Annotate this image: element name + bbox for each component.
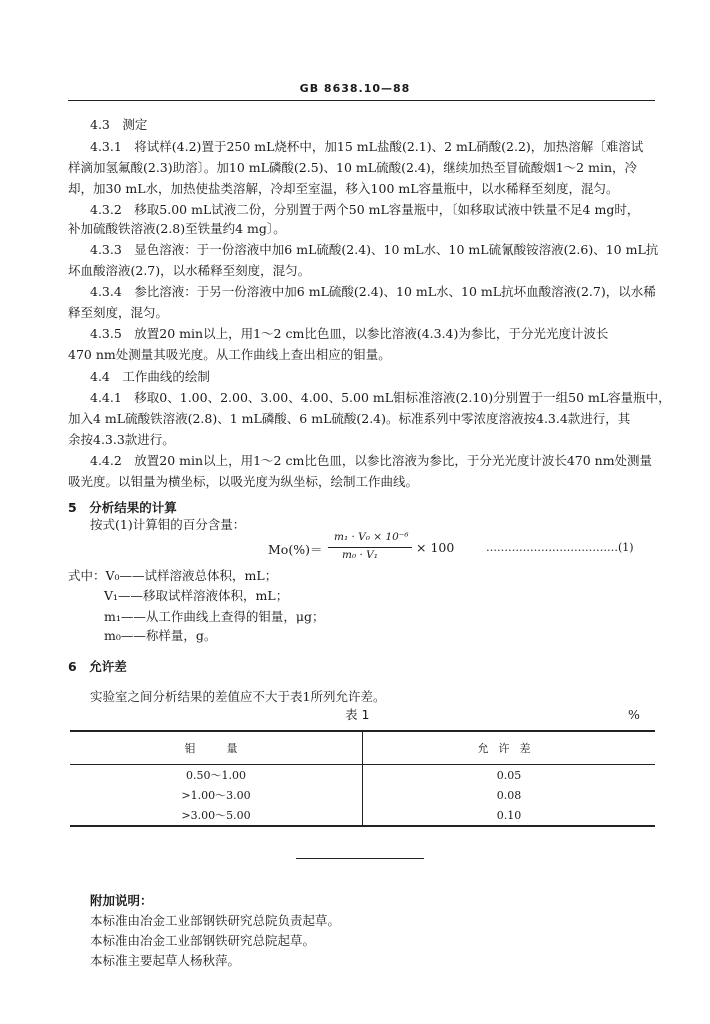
variable-v1: V₁——移取试样溶液体积，mL；: [104, 588, 289, 603]
para-4-3-5-line-2: 470 nm处测量其吸光度。从工作曲线上查出相应的钼量。: [68, 347, 391, 362]
para-4-3-2-line-1: 4.3.2 移取5.00 mL试液二份，分别置于两个50 mL容量瓶中，〔如移取试液中铁量不足4 mg时，: [90, 202, 640, 217]
variable-m0: m₀——称样量，g。: [104, 628, 217, 643]
para-4-4-1-line-1: 4.4.1 移取0、1.00、2.00、3.00、4.00、5.00 mL钼标准溶液(2.10)分别置于一组50 mL容量瓶中，: [90, 390, 671, 405]
table-row: [70, 785, 655, 805]
para-4-3-1-line-2: 样滴加氢氟酸(2.3)助溶〕。加10 mL磷酸(2.5)、10 mL硫酸(2.4)，继续加热至冒硫酸烟1～2 min，冷: [68, 160, 637, 175]
para-4-4-1-line-3: 余按4.3.3款进行。: [68, 432, 175, 447]
tolerance-table: [70, 730, 655, 827]
table-unit: %: [628, 707, 640, 722]
table-row: [70, 765, 655, 786]
para-4-3-2-line-2: 补加硫酸铁溶液(2.8)至铁量约4 mg〕。: [68, 221, 286, 236]
table-row: [70, 805, 655, 826]
equation-1: [268, 531, 458, 571]
notes-line-1: 本标准由冶金工业部钢铁研究总院负责起草。: [90, 913, 341, 928]
table-cell: 0.10: [363, 805, 656, 826]
table-header-tolerance: 允许差: [363, 731, 656, 765]
table-cell: 0.50～1.00: [70, 765, 363, 786]
para-4-3-1-line-3: 却，加30 mL水，加热使盐类溶解，冷却至室温，移入100 mL容量瓶中，以水稀释至刻度，混匀。: [68, 181, 619, 196]
para-4-4-2-line-1: 4.4.2 放置20 min以上，用1～2 cm比色皿，以参比溶液为参比，于分光光度计波长470 nm处测量: [90, 453, 653, 468]
notes-title: 附加说明：: [90, 893, 153, 908]
para-4-3-3-line-2: 坏血酸溶液(2.7)，以水稀释至刻度，混匀。: [68, 263, 311, 278]
variable-m1: m₁——从工作曲线上查得的钼量，μg；: [104, 609, 325, 624]
fraction-bar: [328, 547, 412, 548]
section-6-intro: 实验室之间分析结果的差值应不大于表1所列允许差。: [90, 689, 386, 704]
section-5-intro: 按式(1)计算钼的百分含量：: [90, 517, 246, 532]
table-cell: 0.08: [496, 788, 522, 802]
para-4-3-5-line-1: 4.3.5 放置20 min以上，用1～2 cm比色皿，以参比溶液(4.3.4)为参比，于分光光度计波长: [90, 326, 609, 341]
para-4-3-4-line-2: 释至刻度，混匀。: [68, 305, 169, 320]
end-rule: [296, 858, 424, 859]
table-cell: 0.05: [496, 768, 522, 782]
table-caption: 表 1: [345, 707, 370, 722]
equation-number: ………………………………(1): [486, 541, 634, 554]
formula-numerator: m₁ · V₀ × 10⁻⁶: [334, 531, 409, 543]
para-4-4-2-line-2: 吸光度。以钼量为横坐标，以吸光度为纵坐标，绘制工作曲线。: [68, 474, 419, 489]
formula-denominator: m₀ · V₁: [342, 549, 378, 561]
table-cell: >3.00～5.00: [70, 805, 363, 826]
section-4-3-title: 4.3 测定: [90, 117, 148, 132]
table-cell: >1.00～3.00: [70, 785, 363, 805]
para-4-4-1-line-2: 加入4 mL硫酸铁溶液(2.8)、1 mL磷酸、6 mL硫酸(2.4)。标准系列中零浓度溶液按4.3.4款进行，其: [68, 411, 631, 426]
para-4-3-3-line-1: 4.3.3 显色溶液：于一份溶液中加6 mL硫酸(2.4)、10 mL水、10 mL硫氰酸铵溶液(2.6)、10 mL抗: [90, 242, 659, 257]
section-4-4-title: 4.4 工作曲线的绘制: [90, 369, 210, 384]
section-5-title: 5 分析结果的计算: [68, 500, 177, 515]
table-header-molybdenum: 钼 量: [70, 731, 363, 765]
para-4-3-4-line-1: 4.3.4 参比溶液：于另一份溶液中加6 mL硫酸(2.4)、10 mL水、10 mL抗坏血酸溶液(2.7)，以水稀: [90, 284, 656, 299]
formula-rhs: × 100: [416, 540, 455, 555]
header-rule: [68, 100, 655, 101]
para-4-3-1-line-1: 4.3.1 将试样(4.2)置于250 mL烧杯中，加15 mL盐酸(2.1)、2 mL硝酸(2.2)，加热溶解〔难溶试: [90, 139, 644, 154]
standard-code-header: GB 8638.10—88: [299, 82, 411, 95]
notes-line-2: 本标准由冶金工业部钢铁研究总院起草。: [90, 933, 316, 948]
variable-v0: 式中：V₀——试样溶液总体积，mL；: [68, 568, 278, 583]
notes-line-3: 本标准主要起草人杨秋萍。: [90, 953, 241, 968]
section-6-title: 6 允许差: [68, 659, 127, 674]
formula-lhs: Mo(%)＝: [268, 542, 323, 557]
